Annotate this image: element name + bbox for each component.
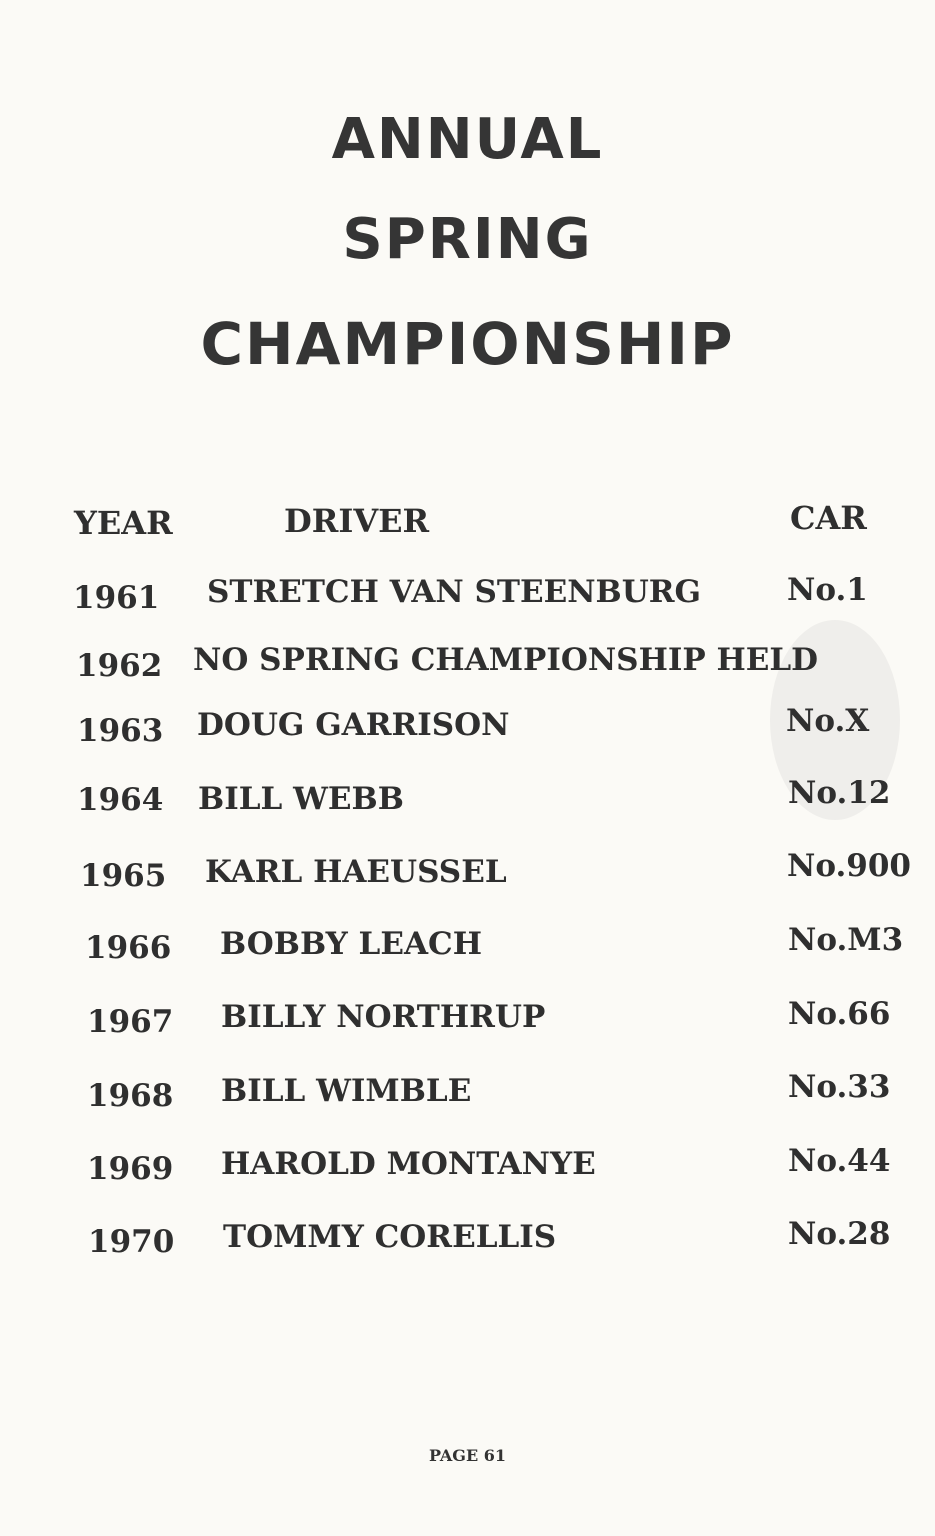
year-cell: 1964 [77, 782, 164, 818]
driver-cell: BILLY NORTHRUP [221, 999, 546, 1035]
driver-cell: NO SPRING CHAMPIONSHIP HELD [193, 642, 819, 678]
year-cell: 1969 [87, 1151, 174, 1187]
car-cell: No.M3 [788, 922, 904, 958]
driver-cell: DOUG GARRISON [197, 707, 510, 743]
driver-cell: KARL HAEUSSEL [205, 854, 507, 890]
driver-cell: HAROLD MONTANYE [221, 1146, 596, 1182]
year-cell: 1966 [85, 930, 172, 966]
car-cell: No.28 [788, 1216, 891, 1252]
car-cell: No.12 [788, 775, 891, 811]
year-cell: 1967 [87, 1004, 174, 1040]
page-number: PAGE 61 [429, 1446, 506, 1465]
header-car: CAR [790, 499, 867, 537]
car-cell: No.1 [787, 572, 868, 608]
driver-cell: BILL WEBB [198, 781, 404, 817]
driver-cell: TOMMY CORELLIS [223, 1219, 557, 1255]
header-driver: DRIVER [284, 502, 430, 540]
car-cell: No.33 [788, 1069, 891, 1105]
year-cell: 1963 [77, 713, 164, 749]
header-year: YEAR [74, 504, 173, 542]
car-cell: No.44 [788, 1143, 891, 1179]
driver-cell: STRETCH VAN STEENBURG [207, 574, 702, 610]
driver-cell: BILL WIMBLE [221, 1073, 472, 1109]
driver-cell: BOBBY LEACH [220, 926, 483, 962]
car-cell: No.900 [787, 848, 911, 884]
year-cell: 1968 [87, 1078, 174, 1114]
year-cell: 1961 [73, 580, 160, 616]
year-cell: 1965 [80, 858, 167, 894]
car-cell: No.66 [788, 996, 891, 1032]
title-line-2: SPRING [342, 207, 593, 272]
title-line-3: CHAMPIONSHIP [200, 310, 735, 378]
title-line-1: ANNUAL [331, 107, 604, 172]
car-cell: No.X [786, 703, 870, 739]
year-cell: 1962 [76, 648, 163, 684]
year-cell: 1970 [88, 1224, 175, 1260]
